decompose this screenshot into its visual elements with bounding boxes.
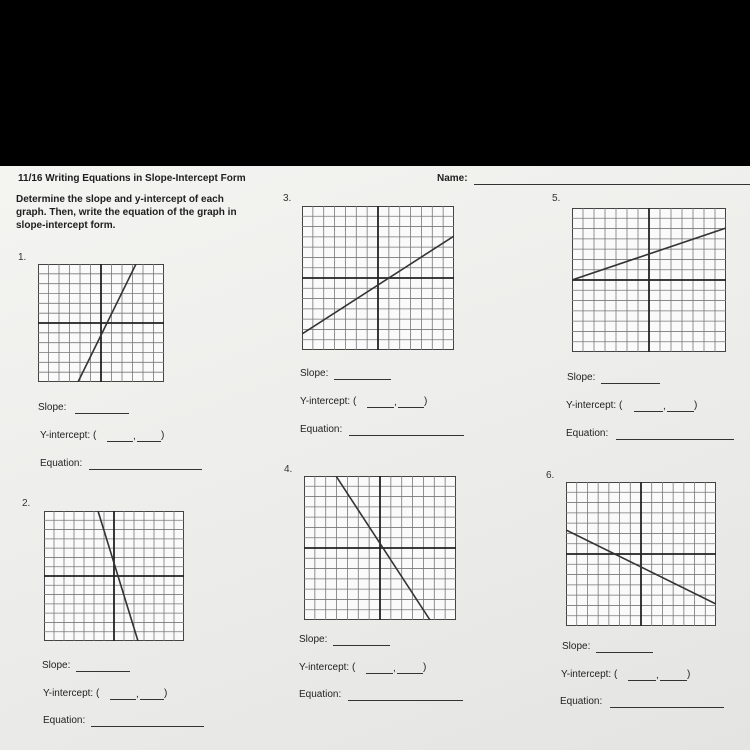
problem-4-yint-y-blank[interactable] [397,673,423,674]
problem-4-number: 4. [284,464,293,475]
problem-3-equation-label: Equation: [300,424,343,435]
problem-1-slope-blank[interactable] [75,413,129,414]
problem-1-yint-label: Y-intercept: ( [40,430,97,441]
problem-3-slope-label: Slope: [300,368,329,379]
problem-5-yint-close: ) [694,400,698,411]
problem-5-equation-label: Equation: [566,428,609,439]
worksheet-title: 11/16 Writing Equations in Slope-Intercept Form [18,173,246,184]
problem-2-equation-label: Equation: [43,715,86,726]
problem-6-yint-x-blank[interactable] [628,680,656,681]
problem-1-number: 1. [18,252,27,263]
name-blank[interactable] [474,184,750,185]
problem-5-graph [572,208,726,352]
problem-4-yint-comma: , [393,663,396,674]
problem-1-yint-y-blank[interactable] [137,441,161,442]
graph-5-svg [572,208,726,352]
problem-2-yint-label: Y-intercept: ( [43,688,100,699]
problem-4-yint-close: ) [423,662,427,673]
problem-2-equation-blank[interactable] [91,726,204,727]
name-label: Name: [437,173,468,184]
problem-2-yint-x-blank[interactable] [110,699,136,700]
problem-2-yint-close: ) [164,688,168,699]
problem-6-equation-blank[interactable] [610,707,724,708]
problem-6-yint-label: Y-intercept: ( [561,669,618,680]
problem-1-yint-comma: , [133,431,136,442]
problem-5-equation-blank[interactable] [616,439,734,440]
problem-1-equation-blank[interactable] [89,469,202,470]
problem-3-equation-blank[interactable] [349,435,464,436]
problem-4-yint-x-blank[interactable] [366,673,393,674]
problem-2-slope-label: Slope: [42,660,71,671]
problem-3-yint-close: ) [424,396,428,407]
problem-4-graph [304,476,456,620]
problem-5-yint-label: Y-intercept: ( [566,400,623,411]
problem-2-graph [44,511,184,641]
problem-6-number: 6. [546,470,555,481]
problem-6-slope-label: Slope: [562,641,591,652]
problem-3-yint-y-blank[interactable] [398,407,424,408]
problem-3-number: 3. [283,193,292,204]
problem-2-slope-blank[interactable] [76,671,130,672]
problem-1-yint-x-blank[interactable] [107,441,133,442]
problem-5-yint-x-blank[interactable] [634,411,663,412]
problem-5-number: 5. [552,193,561,204]
problem-3-yint-comma: , [394,397,397,408]
graph-6-svg [566,482,716,626]
problem-3-yint-label: Y-intercept: ( [300,396,357,407]
instructions: Determine the slope and y-intercept of each graph. Then, write the equation of the graph in slope-intercept form. [16,194,237,231]
problem-4-slope-blank[interactable] [333,645,390,646]
problem-6-yint-y-blank[interactable] [660,680,687,681]
problem-3-yint-x-blank[interactable] [367,407,394,408]
problem-1-graph [38,264,164,382]
problem-4-equation-blank[interactable] [348,700,463,701]
problem-1-yint-close: ) [161,430,165,441]
problem-2-number: 2. [22,498,31,509]
worksheet [0,166,750,750]
problem-3-graph [302,206,454,350]
graph-1-svg [38,264,164,382]
problem-4-yint-label: Y-intercept: ( [299,662,356,673]
problem-6-slope-blank[interactable] [596,652,653,653]
graph-4-svg [304,476,456,620]
problem-1-equation-label: Equation: [40,458,83,469]
problem-3-slope-blank[interactable] [334,379,391,380]
problem-5-yint-comma: , [663,401,666,412]
problem-5-slope-blank[interactable] [601,383,660,384]
problem-4-slope-label: Slope: [299,634,328,645]
problem-6-yint-close: ) [687,669,691,680]
problem-2-yint-comma: , [136,689,139,700]
problem-4-equation-label: Equation: [299,689,342,700]
problem-5-slope-label: Slope: [567,372,596,383]
problem-6-graph [566,482,716,626]
problem-6-equation-label: Equation: [560,696,603,707]
graph-2-svg [44,511,184,641]
problem-6-yint-comma: , [656,670,659,681]
problem-2-yint-y-blank[interactable] [140,699,164,700]
problem-1-slope-label: Slope: [38,402,67,413]
graph-3-svg [302,206,454,350]
problem-5-yint-y-blank[interactable] [667,411,694,412]
